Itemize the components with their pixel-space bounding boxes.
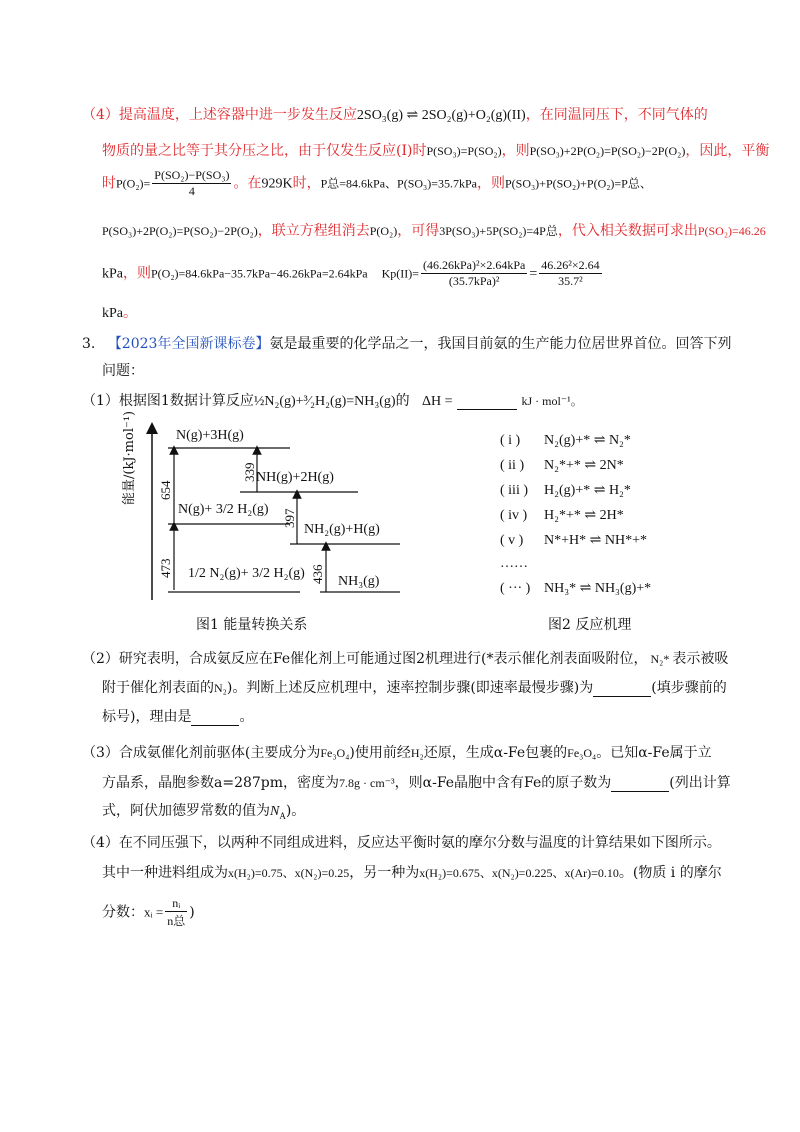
- sol4-l5-text-a: ，则: [123, 265, 151, 282]
- fig2-step-label: ( ii ): [500, 458, 525, 473]
- sol4-l2-text-b: ，则: [501, 143, 530, 159]
- q3-part2-line2: [102, 677, 727, 697]
- sol4-l5-frac2-num: 46.26²×2.64: [541, 258, 600, 272]
- fig1-level-n2-h2: 1/2 N₂(g)+ 3/2 H₂(g): [188, 566, 305, 581]
- fig1-energy-436: 436: [310, 564, 325, 584]
- q3-part3-line3: [102, 800, 305, 821]
- sol4-l5-unit: kPa: [102, 266, 123, 282]
- sol4-l3-text-d: ，则: [476, 175, 505, 192]
- q3-intro-2: 问题：: [102, 363, 144, 379]
- fig2-step-1: [500, 432, 700, 449]
- q3-p4-text-2a: 其中一种进料组成为: [102, 865, 228, 881]
- sol4-l4-eq: P(SO₃)+2P(O₂)=P(SO₂)−2P(O₂): [102, 224, 258, 238]
- q3-intro-line: [82, 333, 731, 353]
- q3-part4-line1: （4）在不同压强下，以两种不同组成进料，反应达平衡时氨的摩尔分数与温度的计算结果如下图所示。: [82, 835, 721, 851]
- fig1-y-axis-label: 能量/(kJ·mol⁻¹): [122, 410, 137, 505]
- q3-p2-text-3b: 。: [239, 709, 254, 725]
- q3-p2-answer-blank[interactable]: [593, 695, 651, 697]
- q3-p1-answer-blank[interactable]: [457, 408, 517, 410]
- q3-p2-text-3a: 标号)，理由是: [102, 709, 192, 725]
- fig1-energy-473: 473: [158, 558, 173, 578]
- q3-p1-unit: kJ · mol⁻¹。: [521, 394, 583, 408]
- sol4-l5-kp: Kp(II)=: [381, 266, 420, 281]
- q3-part3-line2: [102, 772, 731, 792]
- q3-p2-n2: N₂: [214, 681, 227, 695]
- q3-p4-xi-den: n总: [167, 914, 186, 928]
- fig2-step-label: ( iii ): [500, 483, 528, 498]
- q3-part4-line3: [102, 896, 195, 929]
- q3-part2-line3: [102, 706, 253, 726]
- sol4-l3-frac-den: 4: [188, 184, 195, 198]
- q3-p2-text-2c: (填步骤前的: [651, 680, 727, 696]
- fig2-step-ellipsis: [500, 556, 700, 572]
- fig2-step-eq: N*+H* ⇌ NH*+*: [544, 533, 647, 548]
- q3-p3-text-1c: 还原，生成α-Fe包裹的: [423, 745, 568, 761]
- sol4-l1-prefix: （4）提高温度，上述容器中进一步发生反应: [82, 107, 357, 123]
- q3-p2-text-2b: )。判断上述反应机理中，速率控制步骤(即速率最慢步骤)为: [226, 680, 594, 696]
- fig2-step-eq: N₂(g)+* ⇌ N₂*: [544, 433, 631, 448]
- q3-p1-dh: ΔH =: [422, 394, 453, 409]
- q3-p4-text-2c: 。(物质 i 的摩尔: [618, 865, 722, 881]
- sol4-l2-eq2: P(SO₃)+2P(O₂)=P(SO₂)−2P(O₂): [529, 144, 686, 158]
- sol4-line4: [102, 220, 766, 240]
- fig2-step-eq: H₂(g)+* ⇌ H₂*: [544, 483, 631, 498]
- fig2-step-label: ( iv ): [500, 508, 528, 523]
- q3-intro: 氨是最重要的化学品之一，我国目前氨的生产能力位居世界首位。回答下列: [269, 336, 732, 352]
- sol4-l4-text-b: ，可得: [397, 223, 440, 239]
- fig1-level-nh-2h: NH(g)+2H(g): [256, 470, 334, 485]
- sol4-l6-unit: kPa: [102, 306, 123, 321]
- q3-part1: [82, 390, 583, 410]
- sol4-l4-result: P(SO₂)=46.26: [697, 224, 766, 238]
- sol4-l5-frac1-num: (46.26kPa)²×2.64kPa: [423, 258, 526, 272]
- sol4-l5-frac1: [421, 258, 527, 289]
- fig2-step-eq: NH₃* ⇌ NH₃(g)+*: [544, 581, 652, 596]
- q3-p2-text-1: （2）研究表明，合成氨反应在Fe催化剂上可能通过图2机理进行(*表示催化剂表面吸附位，: [82, 651, 648, 667]
- sol4-l1-equation: 2SO₃(g) ⇌ 2SO₂(g)+O₂(g)(II): [356, 108, 526, 123]
- q3-source: 【2023年全国新课标卷】: [107, 336, 270, 352]
- sol4-l4-eq2: 3P(SO₃)+5P(SO₂)=4P总: [439, 224, 558, 238]
- fig2-step-2: [500, 457, 700, 474]
- sol4-l3-ptotal: P总=84.6kPa、P(SO₃)=35.7kPa: [320, 176, 477, 191]
- q3-p4-feed2: x(H₂)=0.675、x(N₂)=0.225、x(Ar)=0.10: [419, 866, 619, 880]
- q3-p3-text-3a: 式，阿伏加德罗常数的值为: [102, 803, 270, 819]
- q3-number: 3.: [82, 336, 96, 352]
- sol4-l4-text-c: ，代入相关数据可求出: [557, 223, 698, 239]
- fig2-step-label: ( v ): [500, 533, 524, 548]
- q3-p3-na: N: [270, 804, 280, 819]
- fig1-level-n-h2: N(g)+ 3/2 H₂(g): [178, 502, 269, 517]
- q3-p3-h2: H₂: [410, 746, 424, 760]
- q3-p1-text-a: （1）根据图1数据计算反应: [82, 393, 254, 409]
- q3-p4-text-2b: ，另一种为: [349, 865, 420, 881]
- q3-p1-text-b: 的: [395, 393, 410, 409]
- sol4-l6-end: 。: [123, 305, 137, 321]
- fig1-caption: 图1 能量转换关系: [196, 617, 308, 633]
- q3-p4-text-3a: 分数：: [102, 904, 144, 921]
- q3-p2-n2-star: N₂*: [650, 652, 670, 666]
- sol4-l2-eq1: P(SO₃)=P(SO₂): [426, 144, 502, 158]
- q3-p4-text-3b: ): [189, 904, 195, 921]
- q3-p3-text-1d: 。已知α-Fe属于立: [596, 745, 712, 761]
- sol4-l5-frac1-den: (35.7kPa)²: [448, 274, 500, 288]
- fig2-step-5: [500, 532, 700, 549]
- q3-p3-text-1b: )使用前经: [349, 745, 411, 761]
- q3-part4-line2: [102, 862, 722, 882]
- q3-p2-reason-blank[interactable]: [191, 724, 239, 726]
- q3-p1-equation: ½N₂(g)+³⁄₂H₂(g)=NH₃(g): [253, 394, 396, 409]
- q3-p3-text-2b: ，则α-Fe晶胞中含有Fe的原子数为: [394, 775, 612, 791]
- fig2-step-label: ……: [500, 556, 528, 571]
- q3-p2-text-1b: 表示被吸: [672, 651, 729, 667]
- q3-p4-xi-num: nᵢ: [165, 896, 187, 912]
- sol4-line1: [82, 104, 708, 124]
- fig1-level-nh3: NH₃(g): [338, 574, 380, 589]
- sol4-l4-text-a: ，联立方程组消去: [257, 223, 370, 239]
- sol4-l5-frac2: [539, 258, 601, 289]
- fig1-energy-654: 654: [158, 480, 173, 500]
- sol4-l3-fraction: [152, 168, 231, 199]
- q3-part3-line1: [82, 742, 712, 762]
- fig2-step-last: [500, 580, 700, 597]
- fig1-energy-397: 397: [282, 508, 297, 528]
- sol4-l3-sum: P(SO₃)+P(SO₂)+P(O₂)=P总、: [504, 176, 652, 191]
- fig1-energy-339: 339: [242, 462, 257, 482]
- q3-p3-answer-blank[interactable]: [611, 790, 669, 792]
- q3-p4-feed1: x(H₂)=0.75、x(N₂)=0.25: [228, 866, 350, 880]
- q3-p3-text-2a: 方晶系，晶胞参数a=287pm，密度为: [102, 775, 340, 791]
- sol4-line3: [102, 168, 652, 199]
- q3-p3-density: 7.8g · cm⁻³: [339, 776, 395, 790]
- sol4-l3-frac-num: P(SO₂)−P(SO₃): [154, 168, 230, 182]
- sol4-l3-text-a: 时: [102, 175, 116, 192]
- fig1-level-nh2-h: NH₂(g)+H(g): [304, 522, 380, 537]
- sol4-l3-temp: 929K: [261, 176, 293, 192]
- sol4-l3-po2: P(O₂)=: [116, 176, 151, 191]
- fig2-step-eq: N₂*+* ⇌ 2N*: [544, 458, 624, 473]
- q3-p4-xi: xᵢ =: [144, 904, 164, 920]
- sol4-l2-text-c: ，因此，平衡: [685, 143, 770, 159]
- sol4-l2-text-a: 物质的量之比等于其分压之比，由于仅发生反应(I)时: [102, 143, 427, 159]
- q3-part2-line1: [82, 648, 728, 668]
- sol4-line6: [102, 302, 137, 322]
- sol4-line2: [102, 140, 769, 160]
- fig2-step-label: ( i ): [500, 433, 521, 448]
- fig2-step-label: ( ··· ): [500, 581, 531, 596]
- q3-p3-fe3o4: Fe₃O₄: [320, 746, 350, 760]
- q3-p3-text-3b: )。: [285, 803, 306, 819]
- q3-p3-na-sub: A: [279, 810, 286, 821]
- fig2-caption: 图2 反应机理: [548, 617, 632, 633]
- sol4-l4-po2: P(O₂): [369, 224, 398, 238]
- q3-p3-fe3o4-b: Fe₃O₄: [567, 746, 597, 760]
- sol4-l1-suffix: ，在同温同压下，不同气体的: [525, 107, 708, 123]
- sol4-line5: kPa，则P(O₂)=84.6kPa−35.7kPa−46.26kPa=2.64kPa Kp(II)= $\frac{\text{(46.26kPa)²×2.64kPa}}{\text{(35.7kPa)²}}$ = $\frac{\text{46.26²×2.64}}{\text{35.7²}}$: [102, 258, 600, 288]
- q3-p2-text-2a: 附于催化剂表面的: [102, 680, 214, 696]
- fig2-step-eq: H₂*+* ⇌ 2H*: [544, 508, 624, 523]
- sol4-l3-text-c: 时，: [292, 175, 321, 192]
- sol4-l5-eq: P(O₂)=84.6kPa−35.7kPa−46.26kPa=2.64kPa: [151, 266, 368, 281]
- fig2-step-4: [500, 507, 700, 524]
- q3-p3-text-2c: (列出计算: [669, 775, 731, 791]
- q3-p3-text-1a: （3）合成氨催化剂前驱体(主要成分为: [82, 745, 321, 761]
- sol4-l3-text-b: 。在: [233, 175, 262, 192]
- sol4-l5-frac2-den: 35.7²: [558, 274, 583, 288]
- fig2-step-3: [500, 482, 700, 499]
- fig1-level-n-3h: N(g)+3H(g): [176, 428, 244, 443]
- q3-p4-xi-fraction: [165, 896, 187, 929]
